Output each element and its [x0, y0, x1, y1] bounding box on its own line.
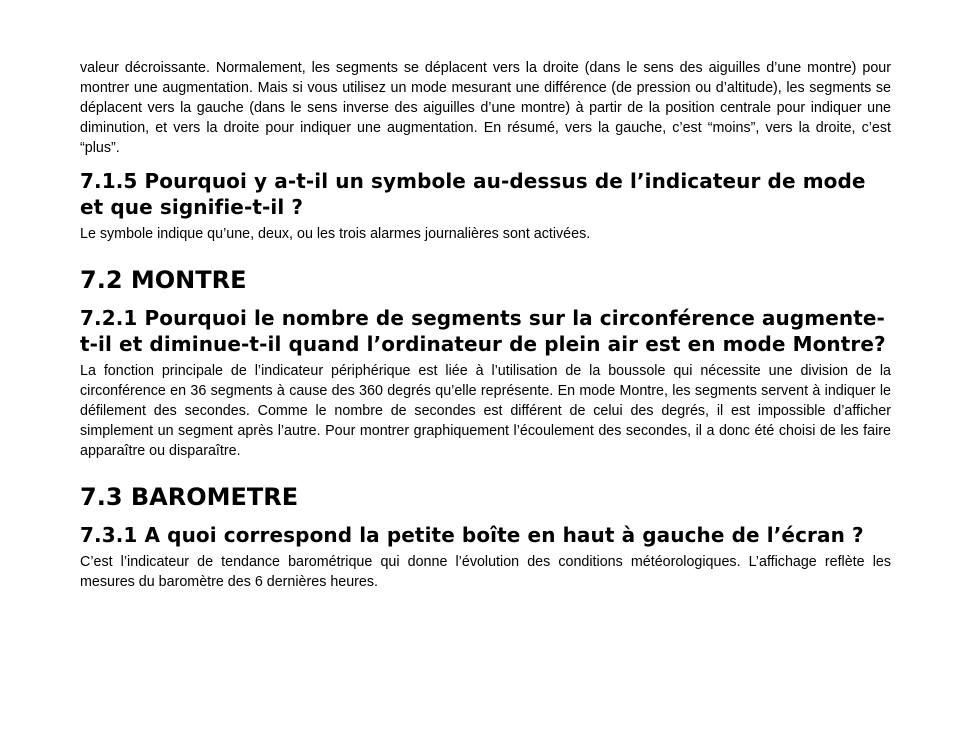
intro-paragraph: valeur décroissante. Normalement, les segments se déplacent vers la droite (dans le sens des aiguilles d’une montre) pour montrer une augmentation. Mais si vous utilisez un mode mesurant une différence (de pression ou d’altitude), les segments se déplacent vers la gauche (dans le sens inverse des aiguilles d’une montre) à partir de la position centrale pour indiquer une diminution, et vers la droite pour indiquer une augmentation. En résumé, vers la gauche, c’est “moins”, vers la droite, c’est “plus”. — [80, 60, 891, 156]
heading-7-2: 7.2 MONTRE — [80, 266, 247, 294]
paragraph-7-2-1: La fonction principale de l’indicateur périphérique est liée à l’utilisation de la boussole qui nécessite une division de la circonférence en 36 segments à cause des 360 degrés qu’elle représente. En mode Montre, les segments servent à indiquer le défilement des secondes. Comme le nombre de secondes est différent de celui des degrés, il est impossible d’afficher simplement un segment après l’autre. Pour montrer graphiquement l’écoulement des secondes, il a donc été choisi de les faire apparaître ou disparaître. — [80, 363, 891, 459]
paragraph-7-1-5: Le symbole indique qu’une, deux, ou les trois alarmes journalières sont activées. — [80, 226, 591, 242]
heading-7-3-1: 7.3.1 A quoi correspond la petite boîte en haut à gauche de l’écran ? — [80, 523, 864, 547]
document-page — [80, 58, 891, 592]
paragraph-7-3-1: C’est l’indicateur de tendance barométrique qui donne l’évolution des conditions météorologiques. L’affichage reflète les mesures du baromètre des 6 dernières heures. — [80, 554, 891, 590]
heading-7-3: 7.3 BAROMETRE — [80, 483, 299, 511]
heading-7-2-1: 7.2.1 Pourquoi le nombre de segments sur la circonférence augmente-t-il et diminue-t-il quand l’ordinateur de plein air est en mode Montre? — [80, 306, 886, 356]
heading-7-1-5: 7.1.5 Pourquoi y a-t-il un symbole au-dessus de l’indicateur de mode et que signifie-t-il ? — [80, 169, 866, 219]
